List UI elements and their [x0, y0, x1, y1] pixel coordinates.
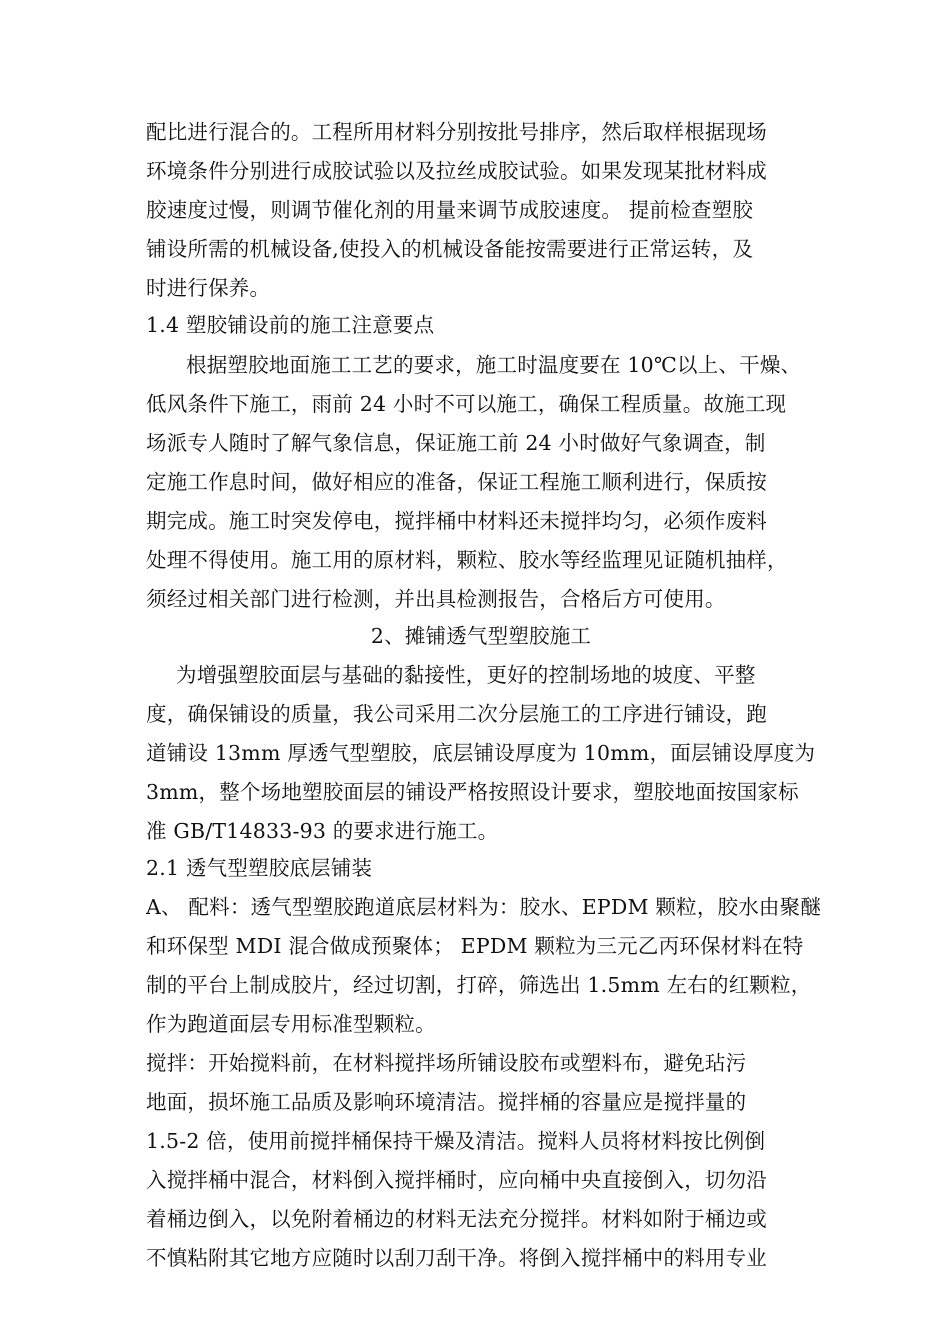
paragraph-line: 度，确保铺设的质量，我公司采用二次分层施工的工序进行铺设，跑	[146, 702, 767, 726]
paragraph-line: 入搅拌桶中混合，材料倒入搅拌桶时，应向桶中央直接倒入，切勿沿	[146, 1168, 767, 1192]
paragraph-line: 着桶边倒入，以免附着桶边的材料无法充分搅拌。材料如附于桶边或	[146, 1207, 767, 1231]
section-heading: 1.4 塑胶铺设前的施工注意要点	[146, 313, 435, 337]
paragraph-line: 3mm，整个场地塑胶面层的铺设严格按照设计要求，塑胶地面按国家标	[146, 780, 799, 804]
paragraph-line: 胶速度过慢，则调节催化剂的用量来调节成胶速度。 提前检查塑胶	[146, 198, 754, 222]
paragraph-line: 须经过相关部门进行检测，并出具检测报告，合格后方可使用。	[146, 587, 726, 611]
section-heading: 2.1 透气型塑胶底层铺装	[146, 856, 373, 880]
paragraph-line: 搅拌：开始搅料前，在材料搅拌场所铺设胶布或塑料布，避免玷污	[146, 1051, 747, 1075]
paragraph-line: 作为跑道面层专用标准型颗粒。	[146, 1012, 436, 1036]
paragraph-line: 定施工作息时间，做好相应的准备，保证工程施工顺利进行，保质按	[146, 470, 767, 494]
paragraph-line: 配比进行混合的。工程所用材料分别按批号排序，然后取样根据现场	[146, 120, 767, 144]
paragraph-line: 制的平台上制成胶片，经过切割，打碎，筛选出 1.5mm 左右的红颗粒，	[146, 973, 812, 997]
paragraph-line: 和环保型 MDI 混合做成预聚体； EPDM 颗粒为三元乙丙环保材料在特	[146, 934, 804, 958]
paragraph-line: 场派专人随时了解气象信息，保证施工前 24 小时做好气象调查，制	[146, 431, 766, 455]
paragraph-line: 铺设所需的机械设备,使投入的机械设备能按需要进行正常运转，及	[146, 237, 754, 261]
paragraph-line: 期完成。施工时突发停电，搅拌桶中材料还未搅拌均匀，必须作废料	[146, 509, 767, 533]
paragraph-line: 处理不得使用。施工用的原材料，颗粒、胶水等经监理见证随机抽样，	[146, 548, 788, 572]
paragraph-line: 道铺设 13mm 厚透气型塑胶，底层铺设厚度为 10mm，面层铺设厚度为	[146, 741, 816, 765]
paragraph-line: 时进行保养。	[146, 276, 271, 300]
paragraph-line: 准 GB/T14833-93 的要求进行施工。	[146, 819, 499, 843]
paragraph-line: 地面，损坏施工品质及影响环境清洁。搅拌桶的容量应是搅拌量的	[146, 1090, 747, 1114]
paragraph-line: A、 配料：透气型塑胶跑道底层材料为：胶水、EPDM 颗粒，胶水由聚醚	[146, 895, 822, 919]
paragraph-line: 1.5-2 倍，使用前搅拌桶保持干燥及清洁。搅料人员将材料按比例倒	[146, 1129, 766, 1153]
paragraph-line: 环境条件分别进行成胶试验以及拉丝成胶试验。如果发现某批材料成	[146, 159, 767, 183]
paragraph-line: 低风条件下施工，雨前 24 小时不可以施工，确保工程质量。故施工现	[146, 392, 787, 416]
section-heading: 2、摊铺透气型塑胶施工	[370, 624, 592, 648]
paragraph-line: 为增强塑胶面层与基础的黏接性，更好的控制场地的坡度、平整	[176, 663, 756, 687]
paragraph-line: 根据塑胶地面施工工艺的要求，施工时温度要在 10℃以上、干燥、	[186, 353, 802, 377]
paragraph-line: 不慎粘附其它地方应随时以刮刀刮干净。将倒入搅拌桶中的料用专业	[146, 1246, 767, 1270]
